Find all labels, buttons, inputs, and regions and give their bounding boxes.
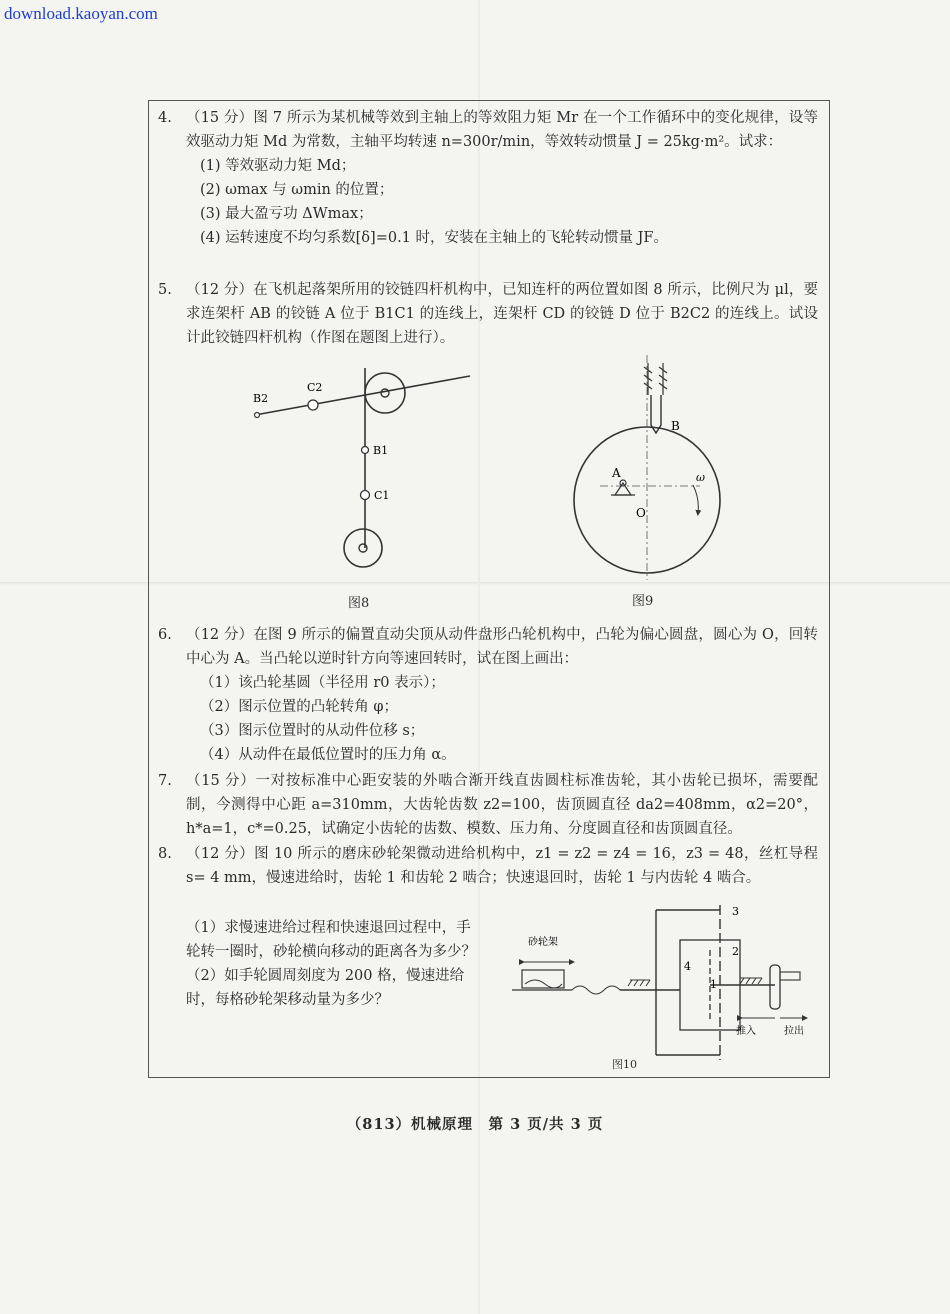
question-number: 6. bbox=[158, 627, 172, 643]
figure-9-cam bbox=[560, 355, 740, 585]
label-b: B bbox=[671, 419, 680, 433]
question-number: 7. bbox=[158, 773, 172, 789]
sub-question: (2) ωmax 与 ωmin 的位置； bbox=[200, 182, 394, 198]
figure-10-caption: 图10 bbox=[612, 1058, 637, 1071]
figure-10-gear-train bbox=[500, 900, 810, 1065]
question-number: 8. bbox=[158, 846, 172, 862]
question-number: 4. bbox=[158, 110, 172, 126]
sub-question: (4) 运转速度不均匀系数[δ]=0.1 时，安装在主轴上的飞轮转动惯量 JF。 bbox=[200, 230, 668, 246]
label-pull: 拉出 bbox=[784, 1026, 804, 1037]
sub-question: （1）该凸轮基圆（半径用 r0 表示）； bbox=[200, 675, 445, 691]
sub-question: （4）从动件在最低位置时的压力角 α。 bbox=[200, 747, 456, 763]
label-b2: B2 bbox=[253, 392, 269, 405]
label-gear-4: 4 bbox=[684, 960, 691, 973]
question-text: （15 分）一对按标准中心距安装的外啮合渐开线直齿圆柱标准齿轮，其小齿轮已损坏，需要配制，今测得中心距 a=310mm，大齿轮齿数 z2=100，齿顶圆直径 da2=408mm，α2=20°，h*a=1，c*=0.25，试确定小齿轮的齿数、模数、压力角、分度圆直径和齿顶圆直径。 bbox=[186, 773, 818, 837]
figure-8-linkage bbox=[245, 358, 475, 573]
label-gear-2: 2 bbox=[732, 945, 739, 958]
sub-question: (3) 最大盈亏功 ΔWmax； bbox=[200, 206, 373, 222]
sub-question: （1）求慢速进给过程和快速退回过程中，手轮转一圈时，砂轮横向移动的距离各为多少？ bbox=[186, 920, 476, 960]
label-c1: C1 bbox=[374, 489, 390, 502]
sub-question: （2）如手轮圆周刻度为 200 格，慢速进给时，每格砂轮架移动量为多少？ bbox=[186, 968, 465, 1008]
label-slide: 砂轮架 bbox=[528, 937, 558, 948]
label-push: 推入 bbox=[736, 1026, 756, 1037]
question-text: （12 分）图 10 所示的磨床砂轮架微动进给机构中，z1 = z2 = z4 = 16，z3 = 48，丝杠导程 s= 4 mm，慢速进给时，齿轮 1 和齿轮 2 啮合；快速退回时，齿轮 1 与内齿轮 4 啮合。 bbox=[186, 846, 818, 886]
question-number: 5. bbox=[158, 282, 172, 298]
sub-question: （3）图示位置时的从动件位移 s； bbox=[200, 723, 425, 739]
question-text: （12 分）在飞机起落架所用的铰链四杆机构中，已知连杆的两位置如图 8 所示，比例尺为 μl，要求连架杆 AB 的铰链 A 位于 B1C1 的连线上，连架杆 CD 的铰链 D 位于 B2C2 的连线上。试设计此铰链四杆机构（作图在题图上进行）。 bbox=[186, 282, 818, 346]
label-o: O bbox=[636, 506, 646, 520]
figure-9-caption: 图9 bbox=[632, 594, 654, 609]
label-gear-3: 3 bbox=[732, 905, 739, 918]
label-gear-1: 1 bbox=[710, 978, 717, 991]
question-text: （12 分）在图 9 所示的偏置直动尖顶从动件盘形凸轮机构中，凸轮为偏心圆盘，圆心为 O，回转中心为 A。当凸轮以逆时针方向等速回转时，试在图上画出： bbox=[186, 627, 818, 667]
label-omega: ω bbox=[696, 471, 705, 484]
page-footer: （813）机械原理 第 3 页/共 3 页 bbox=[346, 1116, 604, 1133]
label-b1: B1 bbox=[373, 444, 389, 457]
label-a: A bbox=[612, 466, 621, 480]
watermark-link[interactable]: download.kaoyan.com bbox=[4, 4, 158, 23]
question-text: （15 分）图 7 所示为某机械等效到主轴上的等效阻力矩 Mr 在一个工作循环中的变化规律，设等效驱动力矩 Md 为常数，主轴平均转速 n=300r/min，等效转动惯量 J = 25kg·m²。试求： bbox=[186, 110, 818, 150]
label-c2: C2 bbox=[307, 381, 323, 394]
sub-question: (1) 等效驱动力矩 Md； bbox=[200, 158, 356, 174]
figure-8-caption: 图8 bbox=[348, 596, 370, 611]
sub-question: （2）图示位置的凸轮转角 φ； bbox=[200, 699, 398, 715]
